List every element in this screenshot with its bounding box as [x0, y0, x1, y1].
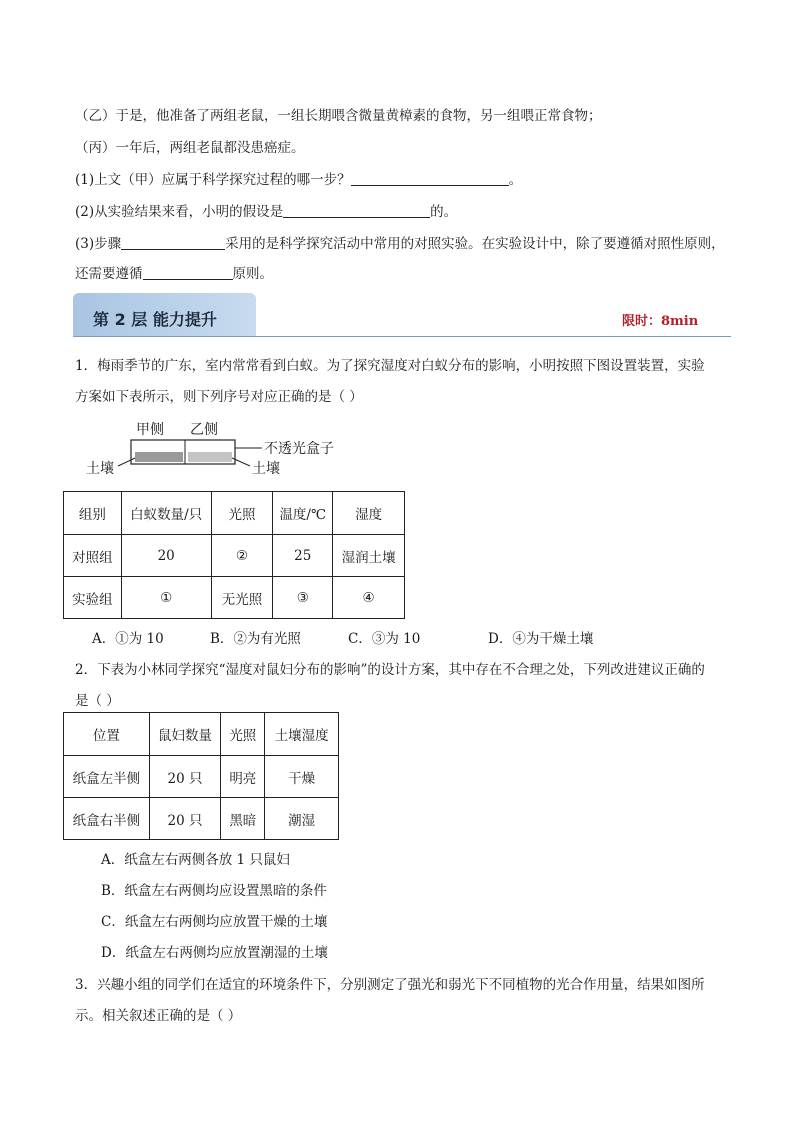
table-cell: 对照组: [64, 535, 122, 577]
table-cell: 干燥: [265, 756, 339, 798]
time-limit: 限时：8min: [622, 314, 699, 329]
q2-stem-line1: 2．下表为小林同学探究“湿度对鼠妇分布的影响”的设计方案，其中存在不合理之处，下列改进建议正确的: [75, 662, 705, 678]
table-header-cell: 温度/℃: [273, 492, 333, 535]
table-cell: 25: [273, 535, 333, 577]
q1-option-b[interactable]: B．②为有光照: [210, 631, 301, 647]
q2-option-c[interactable]: C．纸盒左右两侧均应放置干燥的土壤: [101, 914, 328, 930]
q1-text: (1)上文（甲）应属于科学探究过程的哪一步？: [75, 172, 351, 188]
box-label: 不透光盒子: [264, 441, 334, 457]
q3-stem-line2: 示。相关叙述正确的是（ ）: [75, 1008, 242, 1024]
table-cell: 20: [121, 535, 211, 577]
table-header-row: [64, 713, 339, 756]
table-header-cell: 位置: [64, 713, 150, 756]
table-cell: 湿润土壤: [333, 535, 405, 577]
soil-left-pointer: [118, 458, 135, 466]
q1-option-c[interactable]: C．③为 10: [348, 631, 421, 647]
table-header-cell: 组别: [64, 492, 122, 535]
termite-box-diagram: [80, 418, 350, 480]
section-divider: [73, 336, 731, 337]
table-header-cell: 光照: [211, 492, 273, 535]
table-cell: 20 只: [149, 756, 221, 798]
q2-stem-line2: 是（ ）: [75, 693, 120, 709]
table-cell: 纸盒右半侧: [64, 798, 150, 840]
question-intro-3-line2: [75, 262, 273, 282]
soil-left-label: 土壤: [86, 461, 114, 477]
answer-blank[interactable]: [121, 235, 225, 250]
question-intro-2: [75, 200, 457, 220]
q2-option-a[interactable]: A．纸盒左右两侧各放 1 只鼠妇: [101, 852, 290, 868]
q2-option-b[interactable]: B．纸盒左右两侧均应设置黑暗的条件: [101, 883, 327, 899]
q3-part2: 采用的是科学探究活动中常用的对照实验。在实验设计中，除了要遵循对照性原则，: [225, 236, 725, 252]
q1-option-d[interactable]: D．④为干燥土壤: [488, 631, 594, 647]
table-cell: 无光照: [211, 577, 273, 619]
table-cell: 20 只: [149, 798, 221, 840]
table-row: [64, 756, 339, 798]
left-side-label: 甲侧: [136, 422, 164, 438]
table-row: [64, 577, 405, 619]
answer-blank[interactable]: [283, 203, 430, 218]
table-header-cell: 光照: [221, 713, 265, 756]
table-cell: 明亮: [221, 756, 265, 798]
table-cell: ①: [121, 577, 211, 619]
table-header-cell: 土壤湿度: [265, 713, 339, 756]
q1-end: 。: [508, 172, 523, 188]
table-header-cell: 白蚁数量/只: [121, 492, 211, 535]
table-cell: ③: [273, 577, 333, 619]
termite-table: [63, 491, 405, 619]
q1-option-a[interactable]: A．①为 10: [92, 631, 164, 647]
answer-blank[interactable]: [351, 171, 509, 186]
q2-end: 的。: [430, 204, 458, 220]
table-cell: 纸盒左半侧: [64, 756, 150, 798]
soil-wet-right: [188, 452, 232, 462]
step-bing-text: （丙）一年后，两组老鼠都没患癌症。: [75, 140, 305, 156]
table-cell: ②: [211, 535, 273, 577]
table-header-row: [64, 492, 405, 535]
table-row: [64, 535, 405, 577]
right-side-label: 乙侧: [190, 422, 218, 438]
answer-blank[interactable]: [143, 265, 233, 280]
woodlouse-table: [63, 712, 339, 840]
table-cell: ④: [333, 577, 405, 619]
q3-line2-start: 还需要遵循: [75, 266, 143, 282]
q1-stem-line2: 方案如下表所示，则下列序号对应正确的是（ ）: [75, 389, 363, 405]
q3-part1: (3)步骤: [75, 236, 122, 252]
soil-dry-left: [135, 452, 183, 462]
table-cell: 黑暗: [221, 798, 265, 840]
q3-line2-end: 原则。: [232, 266, 273, 282]
q2-option-d[interactable]: D．纸盒左右两侧均应放置潮湿的土壤: [101, 945, 328, 961]
step-yi-text: （乙）于是，他准备了两组老鼠，一组长期喂含微量黄樟素的食物，另一组喂正常食物；: [75, 108, 602, 124]
question-intro-3: [75, 232, 725, 252]
table-header-cell: 鼠妇数量: [149, 713, 221, 756]
section-title: 第 2 层 能力提升: [93, 310, 217, 329]
table-cell: 潮湿: [265, 798, 339, 840]
q1-stem-line1: 1．梅雨季节的广东，室内常常看到白蚁。为了探究湿度对白蚁分布的影响，小明按照下图设置装置，实验: [75, 358, 705, 374]
table-row: [64, 798, 339, 840]
soil-right-label: 土壤: [252, 461, 280, 477]
table-header-cell: 湿度: [333, 492, 405, 535]
table-cell: 实验组: [64, 577, 122, 619]
q3-stem-line1: 3．兴趣小组的同学们在适宜的环境条件下，分别测定了强光和弱光下不同植物的光合作用量，结果如图所: [75, 977, 705, 993]
q2-text: (2)从实验结果来看，小明的假设是: [75, 204, 284, 220]
question-intro-1: [75, 168, 522, 188]
